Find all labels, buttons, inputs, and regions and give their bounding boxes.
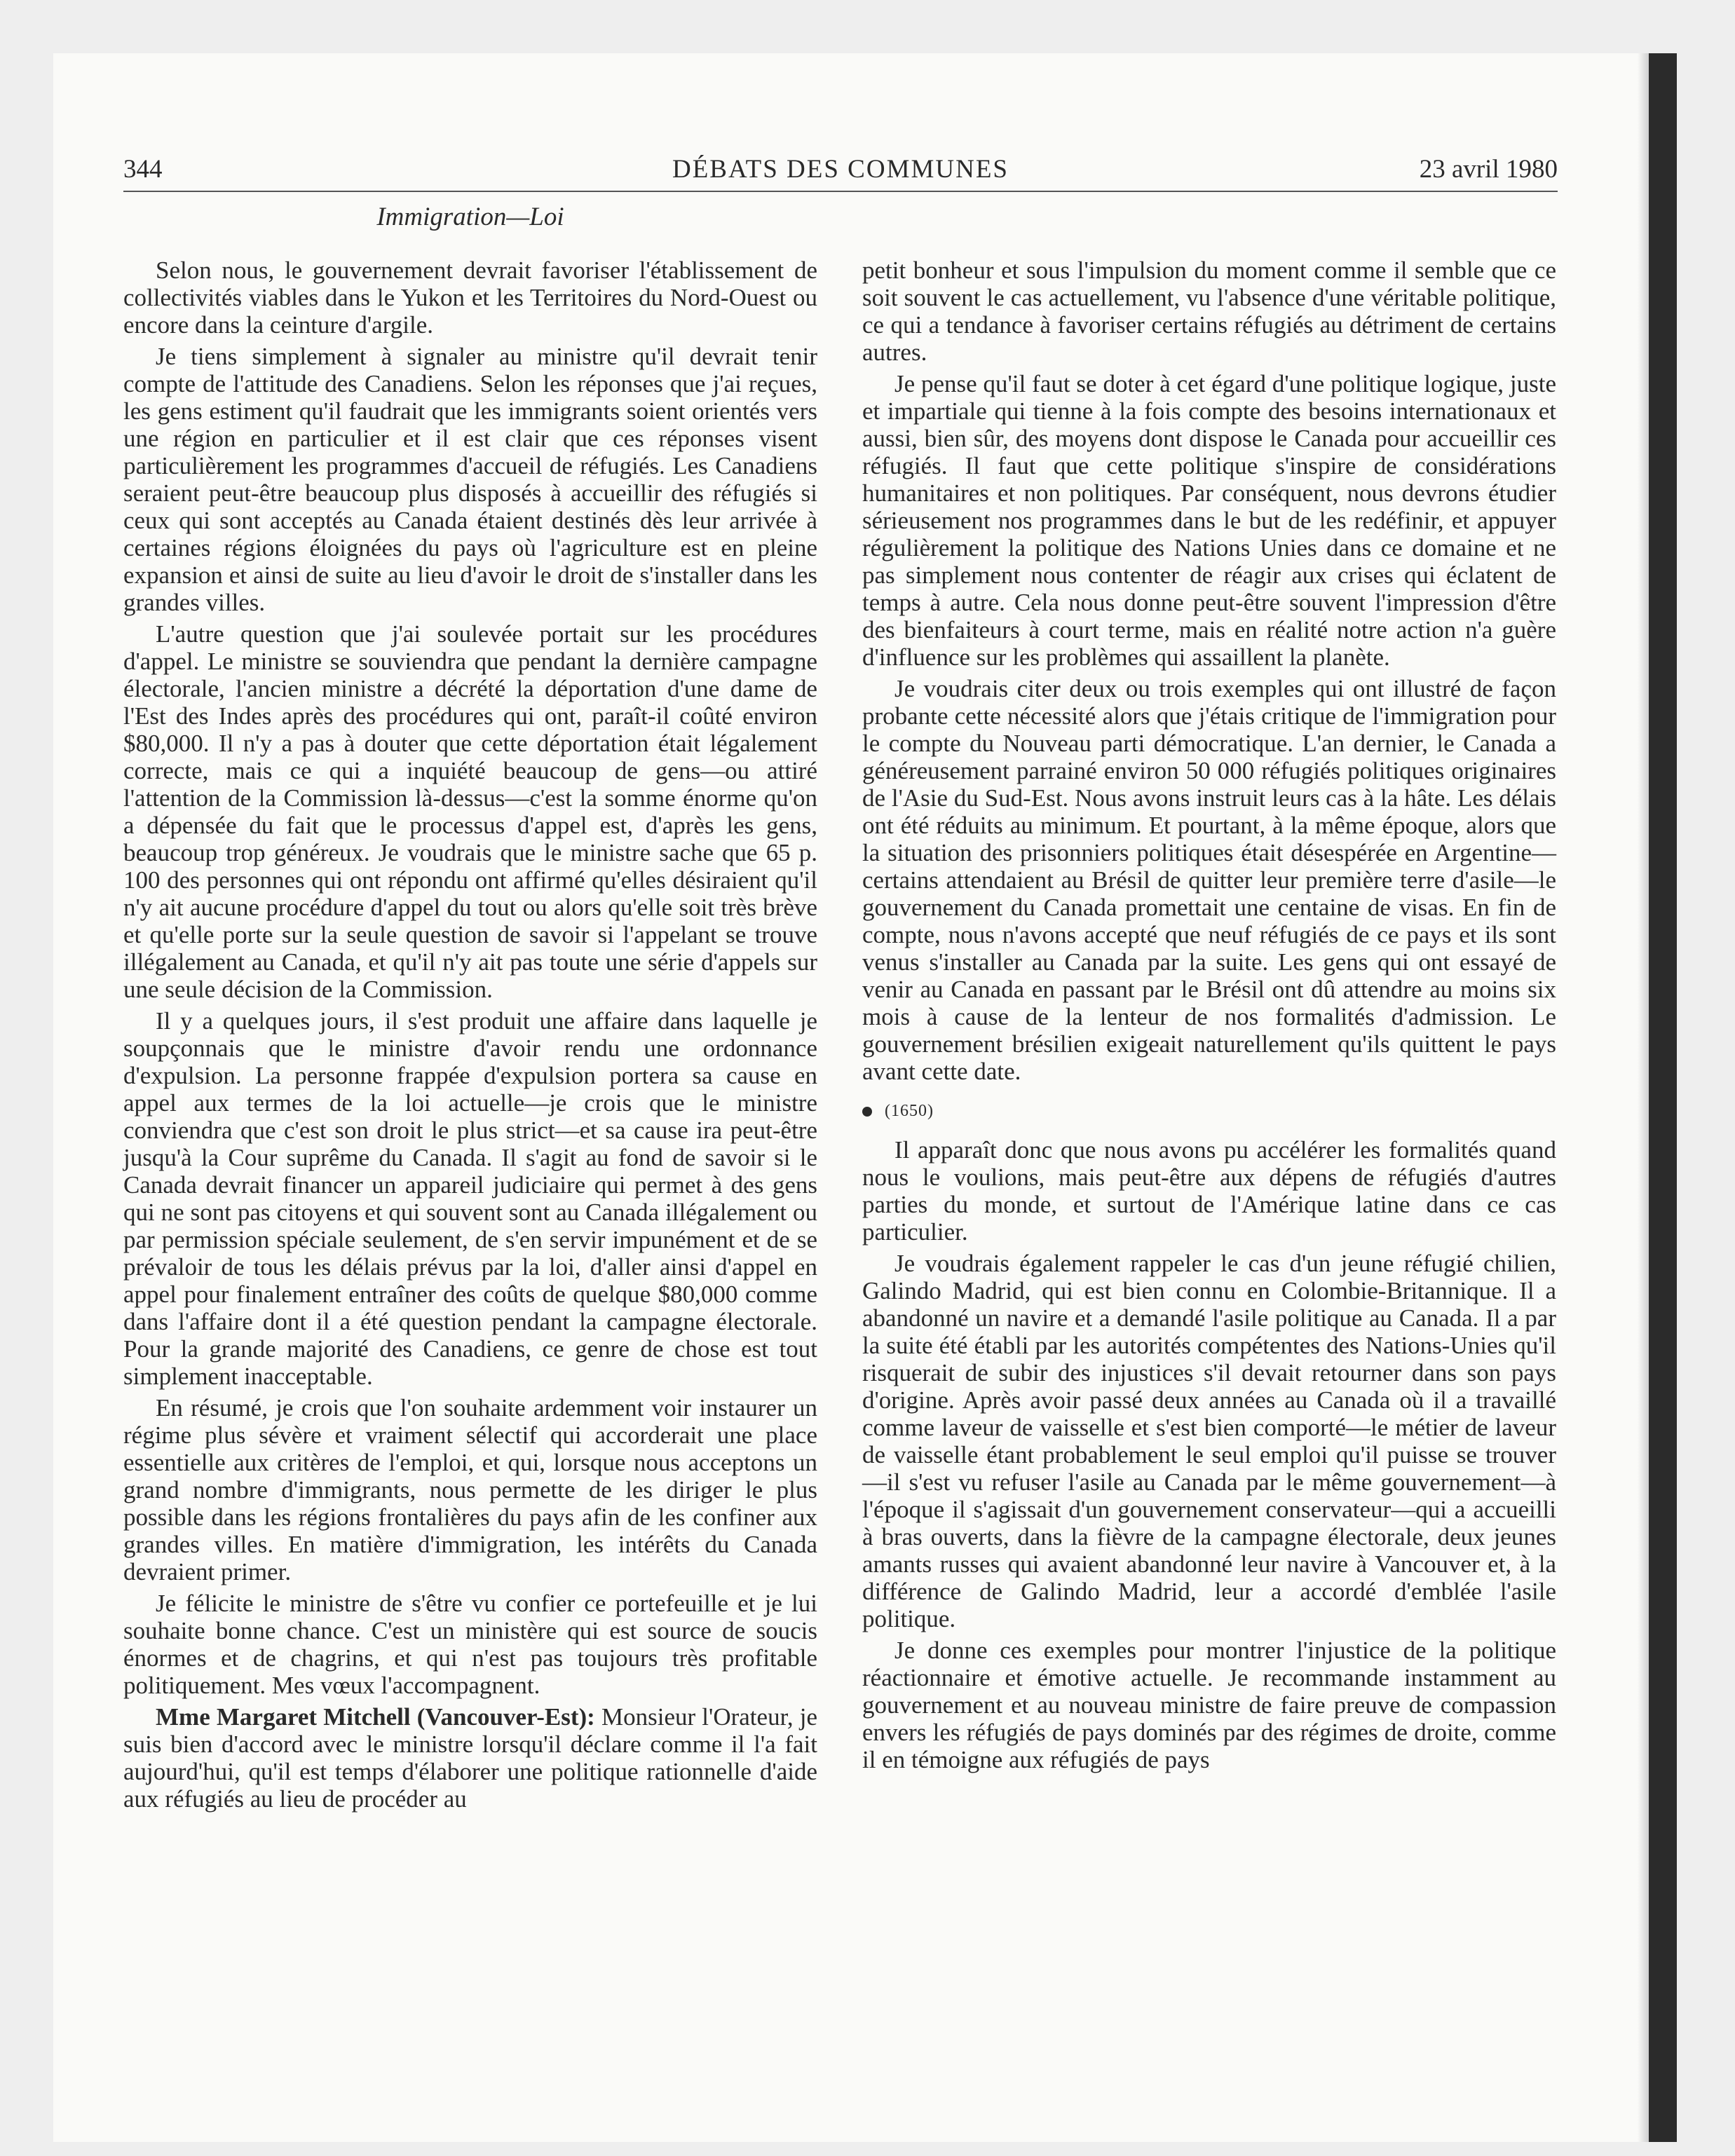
right-column [862, 257, 1556, 1778]
scan-edge [1649, 53, 1677, 2142]
time-marker [862, 1098, 1556, 1125]
paragraph: Il y a quelques jours, il s'est produit une affaire dans laquelle je soupçonnais que le ministre d'avoir rendu une ordonnance d'expulsion. La personne frappée d'expulsion portera sa cause en appel aux termes de la loi actuelle—je crois que le ministre conviendra que c'est son droit le plus strict—et sa cause ira peut-être jusqu'à la Cour suprême du Canada. Il s'agit au fond de savoir si le Canada devrait financer un appareil judiciaire qui permet à des gens qui ne sont pas citoyens et qui souvent sont au Canada illégalement ou par permission spéciale seulement, de s'en servir impunément et de se prévaloir de tous les délais prévus par la loi, d'aller ainsi d'appel en appel pour finalement entraîner des coûts de quelque $80,000 comme dans l'affaire dont il a été question pendant la campagne électorale. Pour la grande majorité des Canadiens, ce genre de chose est tout simplement inacceptable. [123, 1007, 817, 1390]
paragraph: Je voudrais citer deux ou trois exemples qui ont illustré de façon probante cette nécessité alors que j'étais critique de l'immigration pour le compte du Nouveau parti démocratique. L'an dernier, le Canada a généreusement parrainé environ 50 000 réfugiés politiques originaires de l'Asie du Sud-Est. Nous avons instruit leurs cas à la hâte. Les délais ont été réduits au minimum. Et pourtant, à la même époque, alors que la situation des prisonniers politiques était désespérée en Argentine—certains attendaient au Brésil de quitter leur première terre d'asile—le gouvernement du Canada promettait une centaine de visas. En fin de compte, nous n'avons accepté que neuf réfugiés de ce pays et ils sont venus s'installer au Canada par la suite. Les gens qui ont essayé de venir au Canada en passant par le Brésil ont dû attendre au moins six mois à cause de la lenteur de nos formalités d'admission. Le gouvernement brésilien exigeait naturellement qu'ils quittent le pays avant cette date. [862, 675, 1556, 1085]
time-marker-text: (1650) [885, 1102, 934, 1120]
paragraph: En résumé, je crois que l'on souhaite ardemment voir instaurer un régime plus sévère et vraiment sélectif qui accorderait une place essentielle aux critères de l'emploi, et qui, lorsque nous acceptons un grand nombre d'immigrants, nous permette de les diriger le plus possible dans les régions frontalières du pays afin de les confiner aux grandes villes. En matière d'immigration, les intérêts du Canada devraient primer. [123, 1394, 817, 1585]
section-title: Immigration—Loi [376, 203, 564, 231]
paragraph: Selon nous, le gouvernement devrait favoriser l'établissement de collectivités viables dans le Yukon et les Territoires du Nord-Ouest ou encore dans la ceinture d'argile. [123, 257, 817, 339]
page-header [123, 154, 1558, 191]
page-number: 344 [123, 155, 163, 184]
speaker-paragraph [123, 1703, 817, 1813]
left-column [123, 257, 817, 1817]
paragraph: Je pense qu'il faut se doter à cet égard d'une politique logique, juste et impartiale qui tienne à la fois compte des besoins internationaux et aussi, bien sûr, des moyens dont dispose le Canada pour accueillir ces réfugiés. Il faut que cette politique s'inspire de considérations humanitaires et non politiques. Par conséquent, nous devrons étudier sérieusement nos programmes dans le but de les redéfinir, et appuyer régulièrement la politique des Nations Unies dans ce domaine et ne pas simplement nous contenter de réagir aux crises qui éclatent de temps à autre. Cela nous donne peut-être souvent l'impression d'être des bienfaiteurs à court terme, mais en réalité notre action n'a guère d'influence sur les problèmes qui assaillent la planète. [862, 370, 1556, 671]
paragraph: Je voudrais également rappeler le cas d'un jeune réfugié chilien, Galindo Madrid, qui est bien connu en Colombie-Britannique. Il a abandonné un navire et a demandé l'asile politique au Canada. Il a par la suite été établi par les autorités compétentes des Nations-Unies qu'il risquerait de subir des injustices s'il devait retourner dans son pays d'origine. Après avoir passé deux années au Canada où il a travaillé comme laveur de vaisselle et s'est bien comporté—le métier de laveur de vaisselle étant probablement le seul emploi qu'il puisse se trouver—il s'est vu refuser l'asile au Canada par le même gouvernement—à l'époque il s'agissait d'un gouvernement conservateur—qui a accueilli à bras ouverts, dans la fièvre de la campagne électorale, deux jeunes amants russes qui avaient abandonné leur navire à Vancouver et, à la différence de Galindo Madrid, leur a accordé d'emblée l'asile politique. [862, 1250, 1556, 1632]
paragraph: Je félicite le ministre de s'être vu confier ce portefeuille et je lui souhaite bonne chance. C'est un ministère qui est source de soucis énormes et de chagrins, et qui n'est pas toujours très profitable politiquement. Mes vœux l'accompagnent. [123, 1590, 817, 1699]
speaker-name: Mme Margaret Mitchell (Vancouver-Est): [156, 1703, 595, 1731]
paragraph: L'autre question que j'ai soulevée portait sur les procédures d'appel. Le ministre se souviendra que pendant la dernière campagne électorale, l'ancien ministre a décrété la déportation d'une dame de l'Est des Indes après des procédures qui ont, paraît-il coûté environ $80,000. Il n'y a pas à douter que cette déportation était légalement correcte, mais ce qui a inquiété beaucoup de gens—ou attiré l'attention de la Commission là-dessus—c'est la somme énorme qu'on a dépensée du fait que le processus d'appel est, d'après les gens, beaucoup trop généreux. Je voudrais que le ministre sache que 65 p. 100 des personnes qui ont répondu ont affirmé qu'elles désiraient qu'il n'y ait aucune procédure d'appel du tout ou alors qu'elle soit très brève et qu'elle porte sur la seule question de savoir si l'appelant se trouve illégalement au Canada, et qu'il n'y ait pas toute une série d'appels sur une seule décision de la Commission. [123, 620, 817, 1003]
header-rule [123, 191, 1558, 192]
speaker-text: Monsieur l'Orateur, je suis bien d'accord avec le ministre lorsqu'il déclare comme il l'a fait aujourd'hui, qu'il est temps d'élaborer une politique rationnelle d'aide aux réfugiés au lieu de procéder au [123, 1703, 817, 1813]
bullet-icon [862, 1107, 872, 1117]
paragraph: Je tiens simplement à signaler au ministre qu'il devrait tenir compte de l'attitude des Canadiens. Selon les réponses que j'ai reçues, les gens estiment qu'il faudrait que les immigrants soient orientés vers une région en particulier et il est clair que ces réponses visent particulièrement les programmes d'accueil de réfugiés. Les Canadiens seraient peut-être beaucoup plus disposés à accueillir des réfugiés si ceux qui sont acceptés au Canada étaient destinés dès leur arrivée à certaines régions éloignées du pays où l'agriculture est en pleine expansion et ainsi de suite au lieu d'avoir le droit de s'installer dans les grandes villes. [123, 343, 817, 616]
paragraph: Je donne ces exemples pour montrer l'injustice de la politique réactionnaire et émotive actuelle. Je recommande instamment au gouvernement et au nouveau ministre de faire preuve de compassion envers les réfugiés de pays dominés par des régimes de droite, comme il en témoigne aux réfugiés de pays [862, 1637, 1556, 1773]
paragraph: Il apparaît donc que nous avons pu accélérer les formalités quand nous le voulions, mais peut-être aux dépens de réfugiés d'autres parties du monde, et surtout de l'Amérique latine dans ce cas particulier. [862, 1136, 1556, 1246]
page-title: DÉBATS DES COMMUNES [672, 155, 1009, 184]
page-date: 23 avril 1980 [1419, 155, 1558, 184]
paragraph: petit bonheur et sous l'impulsion du moment comme il semble que ce soit souvent le cas actuellement, vu l'absence d'une véritable politique, ce qui a tendance à favoriser certains réfugiés au détriment de certains autres. [862, 257, 1556, 366]
page-edge-shadow [1638, 53, 1649, 2142]
